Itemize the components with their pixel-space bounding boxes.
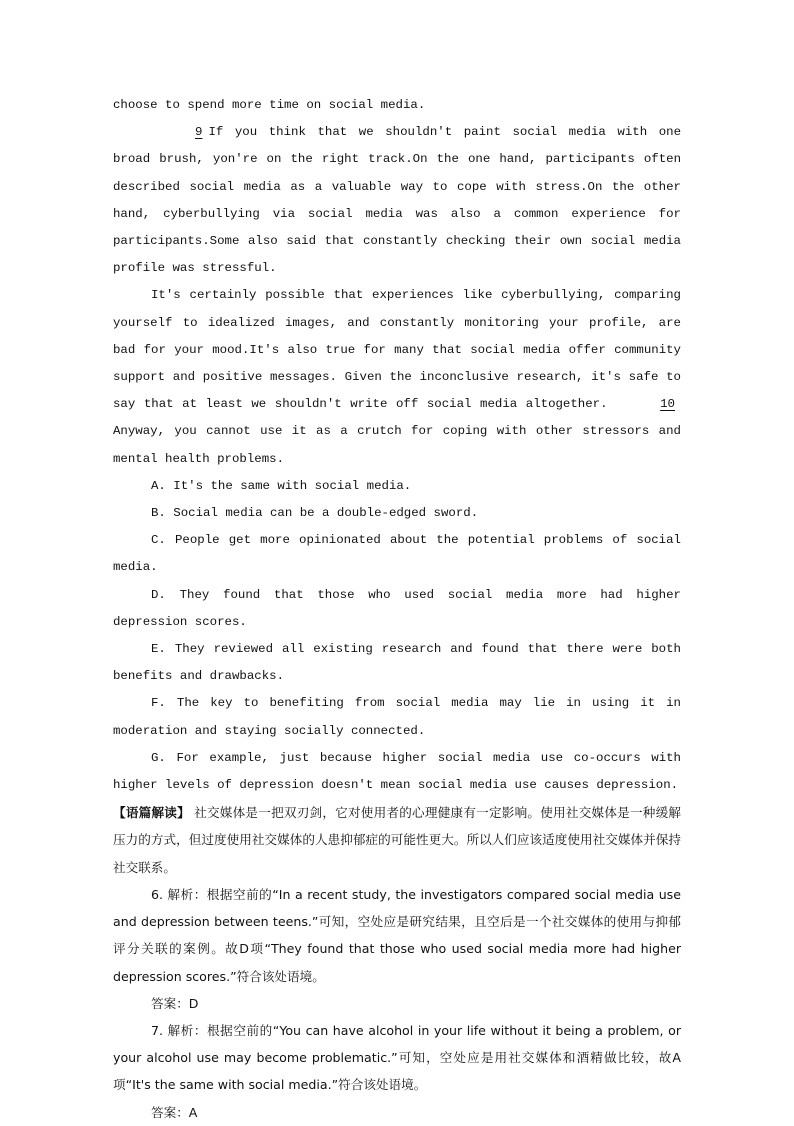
question-6-answer: 答案：D — [151, 995, 199, 1011]
question-7-answer: 答案：A — [151, 1104, 198, 1120]
option-b: B. Social media can be a double-edged sword. — [151, 506, 479, 521]
paragraph-text: choose to spend more time on social media. — [113, 98, 426, 112]
option-g: G. For example, just because higher social media use co-occurs with higher levels of depression doesn't mean social media use causes depression. — [113, 750, 681, 793]
option-c: C. People get more opinionated about the potential problems of social media. — [113, 533, 681, 575]
passage-paragraph-2 — [113, 282, 681, 472]
question-6-analysis: 6. 解析：根据空前的“In a recent study, the investigators compared social media use and depression between teens.”可知，空处应是研究结果，且空后是一个社交媒体的使用与抑郁评分关联的案例。故D项“They found that those who used social media more had higher depression scores.”符合该处语境。 — [113, 886, 681, 984]
paragraph-text: Anyway, you cannot use it as a crutch for coping with other stressors and mental health problems. — [113, 424, 681, 466]
option-d: D. They found that those who used social media more had higher depression scores. — [113, 587, 681, 629]
passage-paragraph-0 — [113, 92, 681, 119]
blank-10: 10 — [660, 397, 675, 412]
analysis-heading: 【语篇解读】 — [113, 805, 190, 821]
analysis-summary — [113, 799, 681, 881]
option-e: E. They reviewed all existing research and found that there were both benefits and drawbacks. — [113, 642, 681, 684]
question-7-analysis: 7. 解析：根据空前的“You can have alcohol in your life without it being a problem, or your alcohol use may become problematic.”可知，空处应是用社交媒体和酒精做比较，故A项“It's the same with social media.”符合该处语境。 — [113, 1022, 681, 1093]
document-page — [113, 92, 681, 1126]
analysis-summary-text: 社交媒体是一把双刃剑，它对使用者的心理健康有一定影响。使用社交媒体是一种缓解压力的方式，但过度使用社交媒体的人患抑郁症的可能性更大。所以人们应该适度使用社交媒体并保持社交联系。 — [113, 805, 682, 875]
option-f: F. The key to benefiting from social media may lie in using it in moderation and staying socially connected. — [113, 696, 681, 738]
passage-paragraph-1 — [113, 119, 681, 282]
option-a: A. It's the same with social media. — [151, 478, 412, 493]
paragraph-text: If you think that we shouldn't paint social media with one broad brush, yon're on the right track.On the one hand, participants often described social media as a valuable way to cope with stress.On the other hand, cyberbullying via social media was also a common experience for participants.Some also said that constantly checking their own social media profile was stressful. — [113, 125, 681, 276]
blank-9: 9 — [195, 125, 203, 140]
paragraph-text: It's certainly possible that experiences like cyberbullying, comparing yourself to idealized images, and constantly monitoring your profile, are bad for your mood.It's also true for many that social media offer community support and positive messages. Given the inconclusive research, it's safe to say that at least we shouldn't write off social media altogether. — [113, 288, 681, 412]
